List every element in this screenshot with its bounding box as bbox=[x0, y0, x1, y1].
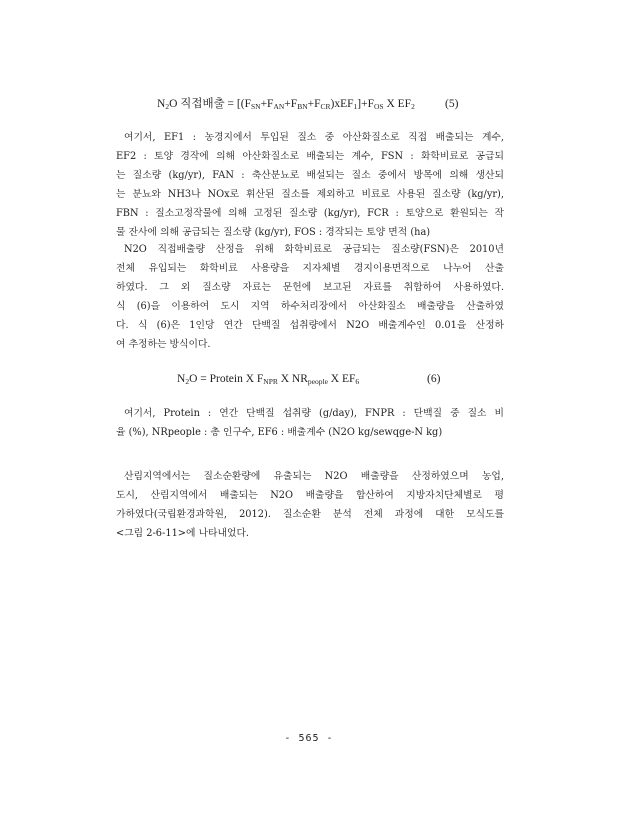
text-line: 하였다. 그 외 질소량 자료는 문헌에 보고된 자료를 취합하여 사용하였다. bbox=[116, 282, 504, 293]
text-line: 물 잔사에 의해 공급되는 질소량 (kg/yr), FOS : 경작되는 토양 면적 (ha) bbox=[116, 227, 431, 238]
equation-5-number: (5) bbox=[445, 98, 459, 110]
text-line: 여기서, Protein : 연간 단백질 섭취량 (g/day), FNPR : 단백질 중 질소 비 bbox=[124, 408, 504, 419]
text-line: EF2 : 토양 경작에 의해 아산화질소로 배출되는 계수, FSN : 화학비료로 공급되 bbox=[116, 151, 504, 162]
text-line: 다. 식 (6)은 1인당 연간 단백질 섭취량에서 N2O 배출계수인 0.01을 산정하 bbox=[116, 320, 504, 331]
equation-6: $N_2O$ = Protein X $F_{NPR}$ X $NR_{people}$ X $EF_6$ bbox=[177, 373, 360, 386]
text-line: 율 (%), NRpeople : 총 인구수, EF6 : 배출계수 (N2O kg/sewqge-N kg) bbox=[116, 427, 443, 438]
text-line: 여 추정하는 방식이다. bbox=[116, 339, 211, 350]
text-line: 는 질소량 (kg/yr), FAN : 축산분뇨로 배설되는 질소 중에서 방목에 의해 생산되 bbox=[116, 170, 504, 181]
text-line: 가하였다(국립환경과학원, 2012). 질소순환 분석 전체 과정에 대한 모식도를 bbox=[116, 509, 504, 520]
text-line: 전체 유입되는 화학비료 사용량을 지자체별 경지이용면적으로 나누어 산출 bbox=[116, 263, 504, 274]
body-paragraph-2 bbox=[116, 240, 504, 354]
text-line: 산림지역에서는 질소순환량에 유출되는 N2O 배출량을 산정하였으며 농업, bbox=[124, 471, 504, 482]
definitions-paragraph-3 bbox=[116, 404, 504, 442]
text-line: 식 (6)을 이용하여 도시 지역 하수처리장에서 아산화질소 배출량을 산출하였 bbox=[116, 301, 504, 312]
text-line: 는 분뇨와 NH3나 NOx로 휘산된 질소를 제외하고 비료로 사용된 질소량 (kg/yr), bbox=[116, 189, 504, 200]
text-line: <그림 2-6-11>에 나타내었다. bbox=[116, 528, 250, 539]
text-line: N2O 직접배출량 산정을 위해 화학비료로 공급되는 질소량(FSN)은 2010년 bbox=[124, 244, 504, 255]
body-paragraph-4 bbox=[116, 467, 504, 543]
page-number: - 565 - bbox=[284, 733, 334, 744]
equation-5: $N_2O$ 직접배출 = $[(F_{SN}+F_{AN}+F_{BN}+F_{CR})xEF_1]+F_{OS}$ X $EF_2$ bbox=[157, 98, 415, 111]
text-line: 여기서, EF1 : 농경지에서 투입된 질소 중 아산화질소로 직접 배출되는 계수, bbox=[124, 132, 504, 143]
equation-6-number: (6) bbox=[427, 373, 441, 385]
text-line: FBN : 질소고정작물에 의해 고정된 질소량 (kg/yr), FCR : 토양으로 환원되는 작 bbox=[116, 208, 504, 219]
text-line: 도시, 산림지역에서 배출되는 N2O 배출량을 합산하여 지방자치단체별로 평 bbox=[116, 490, 504, 501]
definitions-paragraph-1 bbox=[116, 128, 504, 242]
